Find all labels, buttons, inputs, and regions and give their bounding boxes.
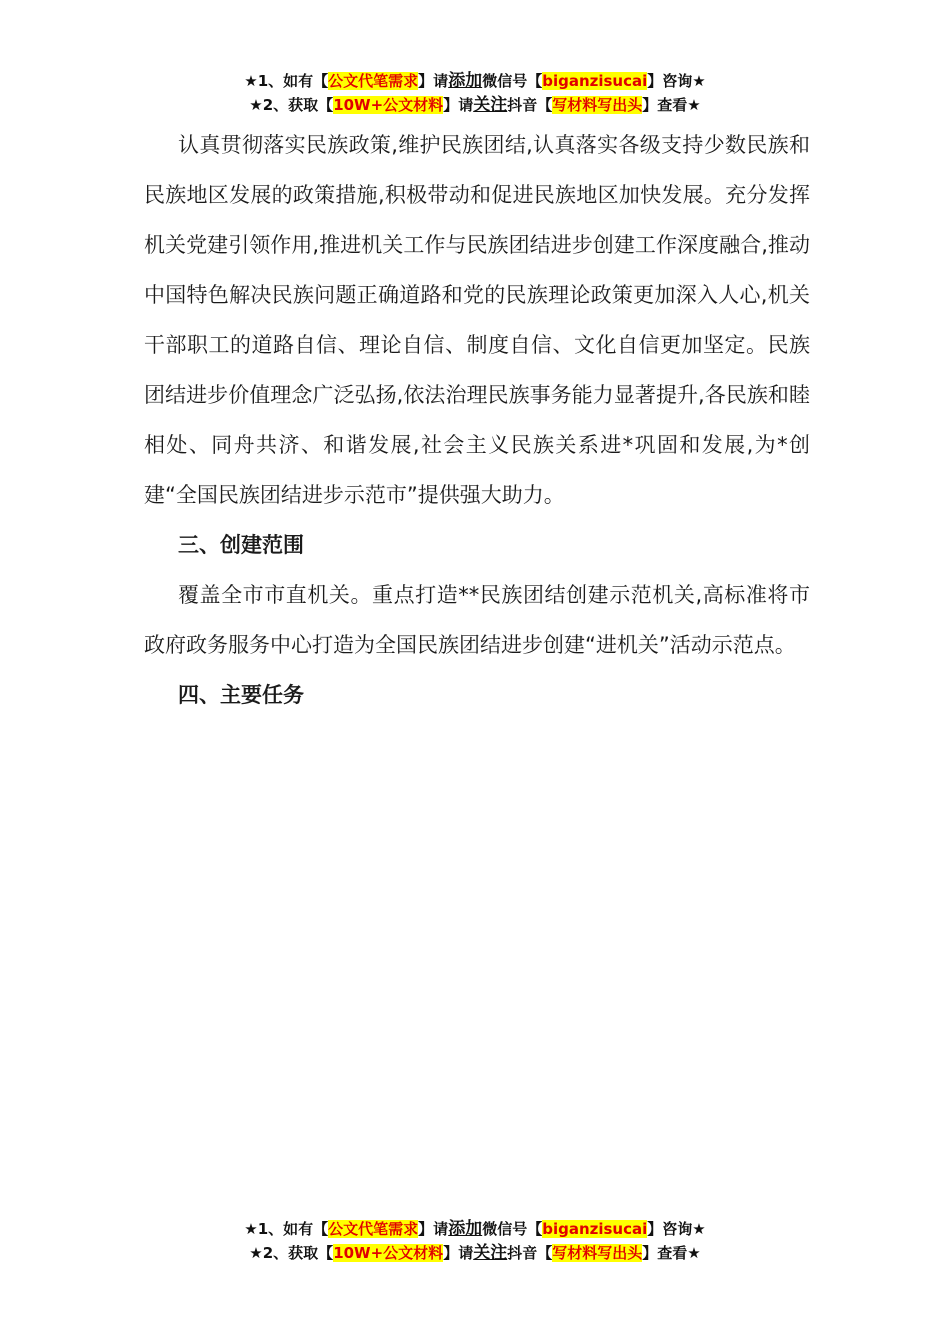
section-heading-scope: 三、创建范围 [178, 533, 304, 557]
banner-line-2 [0, 1241, 950, 1265]
banner-text: 抖音【 [507, 1244, 553, 1262]
banner-text: 】请 [418, 1220, 449, 1238]
highlight-service: 公文代笔需求 [328, 72, 419, 90]
highlight-materials: 10W+公文材料 [333, 1244, 444, 1262]
emphasis-follow: 关注 [473, 95, 508, 115]
footer-banner [0, 1217, 950, 1265]
highlight-douyin-account: 写材料写出头 [552, 96, 643, 114]
paragraph-goals: 认真贯彻落实民族政策,维护民族团结,认真落实各级支持少数民族和民族地区发展的政策措施,积极带动和促进民族地区加快发展。充分发挥机关党建引领作用,推进机关工作与民族团结进步创建工作深度融合,推动中国特色解决民族问题正确道路和党的民族理论政策更加深入人心,机关干部职工的道路自信、理论自信、制度自信、文化自信更加坚定。民族团结进步价值理念广泛弘扬,依法治理民族事务能力显著提升,各民族和睦相处、同舟共济、和谐发展,社会主义民族关系进*巩固和发展,为*创建“全国民族团结进步示范市”提供强大助力。 [144, 133, 810, 507]
banner-line-2 [0, 93, 950, 117]
banner-text: 】咨询★ [647, 1220, 706, 1238]
banner-line-1 [0, 1217, 950, 1241]
banner-text: 微信号【 [482, 1220, 543, 1238]
highlight-materials: 10W+公文材料 [333, 96, 444, 114]
banner-text: 】查看★ [642, 96, 701, 114]
highlight-wechat-id: biganzisucai [542, 1220, 648, 1238]
highlight-douyin-account: 写材料写出头 [552, 1244, 643, 1262]
banner-text: 抖音【 [507, 96, 553, 114]
banner-text: ★1、如有【 [244, 72, 329, 90]
banner-text: 】查看★ [642, 1244, 701, 1262]
emphasis-follow: 关注 [473, 1243, 508, 1263]
banner-text: ★1、如有【 [244, 1220, 329, 1238]
highlight-service: 公文代笔需求 [328, 1220, 419, 1238]
banner-text: 】咨询★ [647, 72, 706, 90]
banner-text: 微信号【 [482, 72, 543, 90]
banner-text: 】请 [418, 72, 449, 90]
banner-text: ★2、获取【 [249, 1244, 334, 1262]
document-body [144, 120, 810, 720]
emphasis-add: 添加 [448, 1219, 483, 1239]
paragraph-scope: 覆盖全市市直机关。重点打造**民族团结创建示范机关,高标准将市政府政务服务中心打造为全国民族团结进步创建“进机关”活动示范点。 [144, 583, 810, 657]
banner-text: 】请 [443, 1244, 474, 1262]
header-banner [0, 69, 950, 117]
section-heading-tasks: 四、主要任务 [178, 683, 304, 707]
banner-text: ★2、获取【 [249, 96, 334, 114]
banner-line-1 [0, 69, 950, 93]
highlight-wechat-id: biganzisucai [542, 72, 648, 90]
emphasis-add: 添加 [448, 71, 483, 91]
banner-text: 】请 [443, 96, 474, 114]
